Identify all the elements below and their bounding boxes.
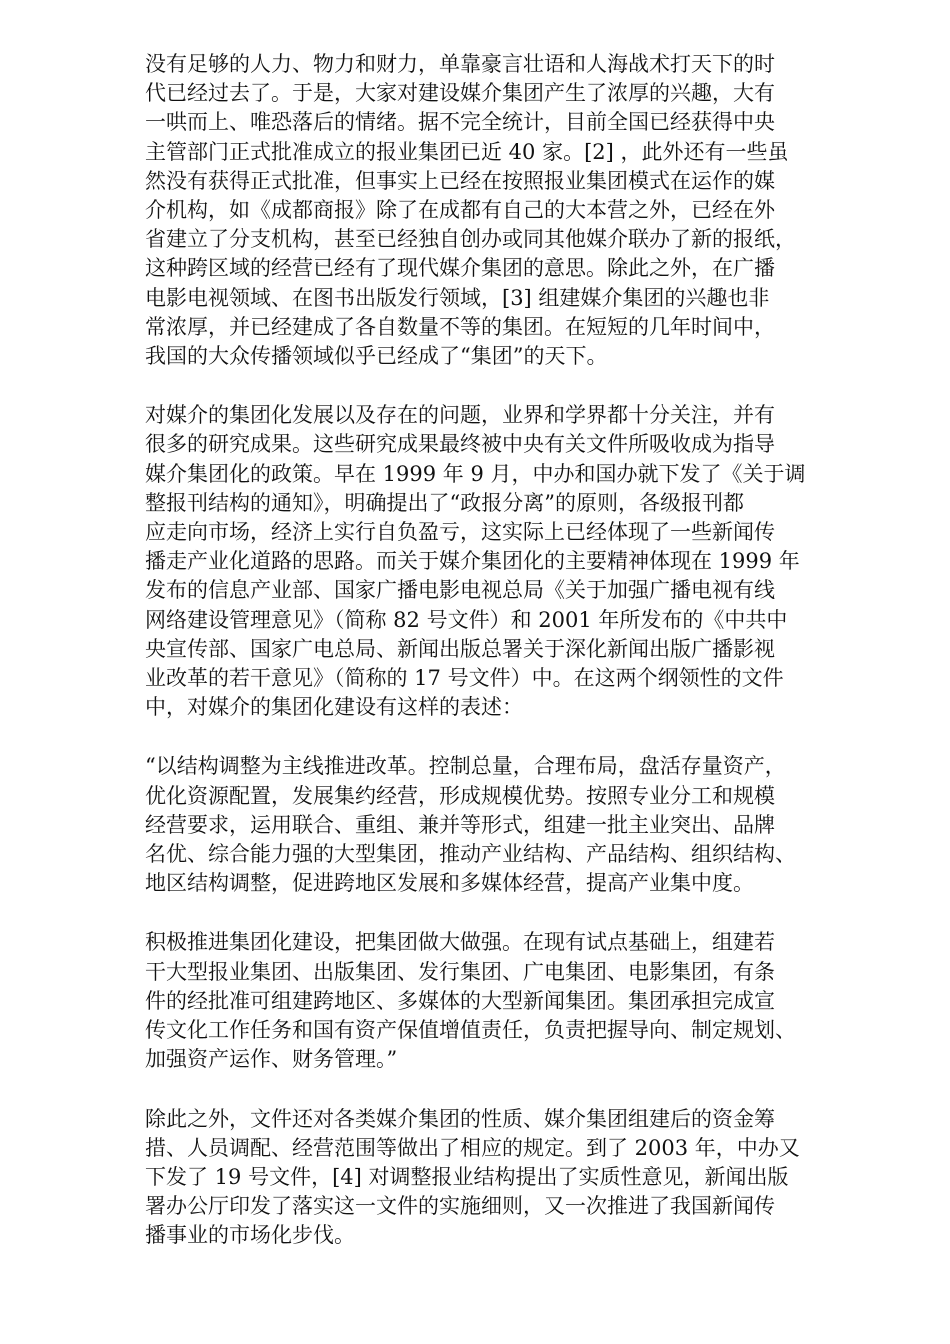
- text-line: 介机构，如《成都商报》除了在成都有自己的大本营之外，已经在外: [145, 198, 775, 223]
- text-line: 媒介集团化的政策。早在 1999 年 9 月，中办和国办就下发了《关于调: [145, 461, 806, 486]
- text-line: 播事业的市场化步伐。: [145, 1223, 355, 1248]
- text-line: 优化资源配置，发展集约经营，形成规模优势。按照专业分工和规模: [145, 783, 775, 808]
- text-line: 业改革的若干意见》（简称的 17 号文件）中。在这两个纲领性的文件: [145, 666, 784, 691]
- text-line: 整报刊结构的通知》，明确提出了“政报分离”的原则，各级报刊都: [145, 490, 744, 515]
- text-line: 省建立了分支机构，甚至已经独自创办或同其他媒介联办了新的报纸，: [145, 227, 796, 252]
- text-line: 应走向市场，经济上实行自负盈亏，这实际上已经体现了一些新闻传: [145, 520, 775, 545]
- text-line: 网络建设管理意见》（简称 82 号文件）和 2001 年所发布的《中共中: [145, 607, 788, 632]
- text-line: 除此之外，文件还对各类媒介集团的性质、媒介集团组建后的资金筹: [145, 1106, 775, 1131]
- text-line: 央宣传部、国家广电总局、新闻出版总署关于深化新闻出版广播影视: [145, 636, 775, 661]
- text-line: 经营要求，运用联合、重组、兼并等形式，组建一批主业突出、品牌: [145, 812, 775, 837]
- text-line: 措、人员调配、经营范围等做出了相应的规定。到了 2003 年，中办又: [145, 1135, 800, 1160]
- text-line: 电影电视领域、在图书出版发行领域，[3] 组建媒介集团的兴趣也非: [145, 285, 770, 310]
- text-line: 一哄而上、唯恐落后的情绪。据不完全统计，目前全国已经获得中央: [145, 110, 775, 135]
- text-line: 我国的大众传播领域似乎已经成了“集团”的天下。: [145, 344, 608, 369]
- text-line: 名优、综合能力强的大型集团，推动产业结构、产品结构、组织结构、: [145, 842, 796, 867]
- text-line: 很多的研究成果。这些研究成果最终被中央有关文件所吸收成为指导: [145, 432, 775, 457]
- text-line: 中，对媒介的集团化建设有这样的表述：: [145, 695, 523, 720]
- text-line: 对媒介的集团化发展以及存在的问题，业界和学界都十分关注，并有: [145, 403, 775, 428]
- paragraph-4: [145, 928, 890, 1074]
- paragraph-5: [145, 1105, 890, 1251]
- paragraph-2: [145, 401, 890, 722]
- text-line: 发布的信息产业部、国家广播电影电视总局《关于加强广播电视有线: [145, 578, 775, 603]
- text-line: 积极推进集团化建设，把集团做大做强。在现有试点基础上，组建若: [145, 930, 775, 955]
- text-line: 地区结构调整，促进跨地区发展和多媒体经营，提高产业集中度。: [145, 871, 754, 896]
- text-line: 常浓厚，并已经建成了各自数量不等的集团。在短短的几年时间中，: [145, 314, 775, 339]
- text-line: 主管部门正式批准成立的报业集团已近 40 家。[2] ，此外还有一些虽: [145, 139, 789, 164]
- text-line: 下发了 19 号文件，[4] 对调整报业结构提出了实质性意见，新闻出版: [145, 1164, 789, 1189]
- text-line: “以结构调整为主线推进改革。控制总量，合理布局，盘活存量资产，: [145, 754, 786, 779]
- paragraph-3: [145, 752, 890, 898]
- text-line: 代已经过去了。于是，大家对建设媒介集团产生了浓厚的兴趣，大有: [145, 81, 775, 106]
- text-line: 播走产业化道路的思路。而关于媒介集团化的主要精神体现在 1999 年: [145, 549, 800, 574]
- text-line: 这种跨区域的经营已经有了现代媒介集团的意思。除此之外，在广播: [145, 256, 775, 281]
- text-line: 然没有获得正式批准，但事实上已经在按照报业集团模式在运作的媒: [145, 168, 775, 193]
- text-line: 加强资产运作、财务管理。”: [145, 1047, 398, 1072]
- text-line: 没有足够的人力、物力和财力，单靠豪言壮语和人海战术打天下的时: [145, 52, 775, 76]
- text-line: 件的经批准可组建跨地区、多媒体的大型新闻集团。集团承担完成宣: [145, 988, 775, 1013]
- document-body: [145, 50, 890, 1281]
- text-line: 干大型报业集团、出版集团、发行集团、广电集团、电影集团，有条: [145, 959, 775, 984]
- paragraph-1: [145, 50, 890, 371]
- text-line: 署办公厅印发了落实这一文件的实施细则，又一次推进了我国新闻传: [145, 1194, 775, 1219]
- text-line: 传文化工作任务和国有资产保值增值责任，负责把握导向、制定规划、: [145, 1018, 796, 1043]
